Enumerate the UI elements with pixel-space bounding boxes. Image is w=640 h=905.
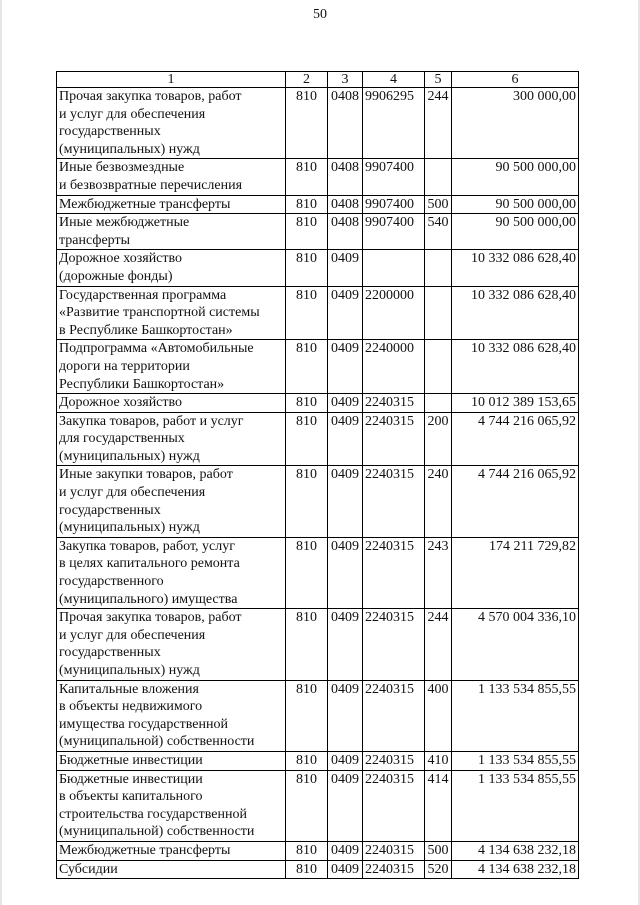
amount-cell: 90 500 000,00 <box>452 214 579 250</box>
header-col-4: 4 <box>363 72 425 88</box>
target-article-cell: 2240315 <box>363 841 425 860</box>
header-col-6: 6 <box>452 72 579 88</box>
ministry-code-cell: 810 <box>286 250 328 286</box>
amount-cell: 4 744 216 065,92 <box>452 466 579 537</box>
amount-cell: 10 332 086 628,40 <box>452 340 579 394</box>
header-col-5: 5 <box>425 72 452 88</box>
budget-table-container <box>56 71 578 879</box>
target-article-cell <box>363 250 425 286</box>
expense-type-cell: 414 <box>425 770 452 841</box>
expense-type-cell: 540 <box>425 214 452 250</box>
ministry-code-cell: 810 <box>286 609 328 680</box>
section-code-cell: 0409 <box>328 680 363 751</box>
header-col-3: 3 <box>328 72 363 88</box>
amount-cell: 4 744 216 065,92 <box>452 412 579 466</box>
amount-cell: 4 570 004 336,10 <box>452 609 579 680</box>
section-code-cell: 0409 <box>328 340 363 394</box>
target-article-cell: 2200000 <box>363 286 425 340</box>
amount-cell: 300 000,00 <box>452 88 579 159</box>
target-article-cell: 2240000 <box>363 340 425 394</box>
expense-type-cell <box>425 286 452 340</box>
section-code-cell: 0409 <box>328 412 363 466</box>
ministry-code-cell: 810 <box>286 860 328 879</box>
row-name-cell: Закупка товаров, работ, услуг в целях капитального ремонта государственного (муниципального) имущества <box>57 537 286 608</box>
table-row <box>57 751 579 770</box>
ministry-code-cell: 810 <box>286 340 328 394</box>
expense-type-cell: 244 <box>425 609 452 680</box>
table-row <box>57 860 579 879</box>
table-row <box>57 195 579 214</box>
section-code-cell: 0408 <box>328 88 363 159</box>
ministry-code-cell: 810 <box>286 841 328 860</box>
expense-type-cell: 500 <box>425 195 452 214</box>
expense-type-cell: 240 <box>425 466 452 537</box>
target-article-cell: 2240315 <box>363 394 425 413</box>
expense-type-cell: 243 <box>425 537 452 608</box>
section-code-cell: 0409 <box>328 770 363 841</box>
expense-type-cell <box>425 394 452 413</box>
section-code-cell: 0409 <box>328 466 363 537</box>
amount-cell: 90 500 000,00 <box>452 159 579 195</box>
ministry-code-cell: 810 <box>286 751 328 770</box>
target-article-cell: 2240315 <box>363 412 425 466</box>
target-article-cell: 2240315 <box>363 609 425 680</box>
target-article-cell: 2240315 <box>363 680 425 751</box>
ministry-code-cell: 810 <box>286 412 328 466</box>
target-article-cell: 2240315 <box>363 860 425 879</box>
expense-type-cell <box>425 250 452 286</box>
target-article-cell: 9907400 <box>363 159 425 195</box>
table-row <box>57 412 579 466</box>
section-code-cell: 0409 <box>328 751 363 770</box>
scan-edge-left <box>0 0 2 905</box>
ministry-code-cell: 810 <box>286 537 328 608</box>
section-code-cell: 0408 <box>328 214 363 250</box>
row-name-cell: Подпрограмма «Автомобильные дороги на территории Республики Башкортостан» <box>57 340 286 394</box>
target-article-cell: 9907400 <box>363 195 425 214</box>
row-name-cell: Субсидии <box>57 860 286 879</box>
table-row <box>57 250 579 286</box>
row-name-cell: Иные закупки товаров, работ и услуг для обеспечения государственных (муниципальных) нужд <box>57 466 286 537</box>
row-name-cell: Иные безвозмездные и безвозвратные перечисления <box>57 159 286 195</box>
section-code-cell: 0409 <box>328 537 363 608</box>
table-row <box>57 88 579 159</box>
table-row <box>57 466 579 537</box>
amount-cell: 1 133 534 855,55 <box>452 680 579 751</box>
amount-cell: 10 332 086 628,40 <box>452 250 579 286</box>
table-header-row <box>57 72 579 88</box>
row-name-cell: Межбюджетные трансферты <box>57 195 286 214</box>
table-row <box>57 609 579 680</box>
target-article-cell: 2240315 <box>363 770 425 841</box>
header-col-2: 2 <box>286 72 328 88</box>
section-code-cell: 0409 <box>328 250 363 286</box>
target-article-cell: 2240315 <box>363 537 425 608</box>
expense-type-cell: 400 <box>425 680 452 751</box>
expense-type-cell: 244 <box>425 88 452 159</box>
row-name-cell: Государственная программа «Развитие транспортной системы в Республике Башкортостан» <box>57 286 286 340</box>
ministry-code-cell: 810 <box>286 214 328 250</box>
ministry-code-cell: 810 <box>286 394 328 413</box>
expense-type-cell: 520 <box>425 860 452 879</box>
section-code-cell: 0409 <box>328 860 363 879</box>
section-code-cell: 0409 <box>328 286 363 340</box>
table-row <box>57 159 579 195</box>
expense-type-cell: 410 <box>425 751 452 770</box>
row-name-cell: Закупка товаров, работ и услуг для государственных (муниципальных) нужд <box>57 412 286 466</box>
section-code-cell: 0409 <box>328 394 363 413</box>
target-article-cell: 2240315 <box>363 751 425 770</box>
target-article-cell: 9907400 <box>363 214 425 250</box>
row-name-cell: Капитальные вложения в объекты недвижимого имущества государственной (муниципальной) собственности <box>57 680 286 751</box>
row-name-cell: Иные межбюджетные трансферты <box>57 214 286 250</box>
ministry-code-cell: 810 <box>286 88 328 159</box>
section-code-cell: 0409 <box>328 841 363 860</box>
row-name-cell: Прочая закупка товаров, работ и услуг для обеспечения государственных (муниципальных) нужд <box>57 88 286 159</box>
ministry-code-cell: 810 <box>286 286 328 340</box>
table-row <box>57 770 579 841</box>
ministry-code-cell: 810 <box>286 680 328 751</box>
row-name-cell: Межбюджетные трансферты <box>57 841 286 860</box>
ministry-code-cell: 810 <box>286 466 328 537</box>
table-row <box>57 680 579 751</box>
expense-type-cell: 200 <box>425 412 452 466</box>
page-number: 50 <box>313 7 327 22</box>
table-row <box>57 214 579 250</box>
table-row <box>57 841 579 860</box>
section-code-cell: 0408 <box>328 195 363 214</box>
row-name-cell: Бюджетные инвестиции в объекты капитального строительства государственной (муниципальной) собственности <box>57 770 286 841</box>
ministry-code-cell: 810 <box>286 159 328 195</box>
section-code-cell: 0409 <box>328 609 363 680</box>
amount-cell: 1 133 534 855,55 <box>452 751 579 770</box>
header-col-1: 1 <box>57 72 286 88</box>
expense-type-cell <box>425 159 452 195</box>
ministry-code-cell: 810 <box>286 195 328 214</box>
expense-type-cell: 500 <box>425 841 452 860</box>
table-row <box>57 394 579 413</box>
table-row <box>57 286 579 340</box>
amount-cell: 90 500 000,00 <box>452 195 579 214</box>
row-name-cell: Дорожное хозяйство <box>57 394 286 413</box>
row-name-cell: Прочая закупка товаров, работ и услуг для обеспечения государственных (муниципальных) нужд <box>57 609 286 680</box>
amount-cell: 10 012 389 153,65 <box>452 394 579 413</box>
section-code-cell: 0408 <box>328 159 363 195</box>
amount-cell: 4 134 638 232,18 <box>452 860 579 879</box>
amount-cell: 4 134 638 232,18 <box>452 841 579 860</box>
target-article-cell: 2240315 <box>363 466 425 537</box>
amount-cell: 1 133 534 855,55 <box>452 770 579 841</box>
amount-cell: 10 332 086 628,40 <box>452 286 579 340</box>
table-row <box>57 340 579 394</box>
expense-type-cell <box>425 340 452 394</box>
row-name-cell: Бюджетные инвестиции <box>57 751 286 770</box>
target-article-cell: 9906295 <box>363 88 425 159</box>
table-row <box>57 537 579 608</box>
budget-table <box>56 71 579 879</box>
ministry-code-cell: 810 <box>286 770 328 841</box>
amount-cell: 174 211 729,82 <box>452 537 579 608</box>
row-name-cell: Дорожное хозяйство (дорожные фонды) <box>57 250 286 286</box>
